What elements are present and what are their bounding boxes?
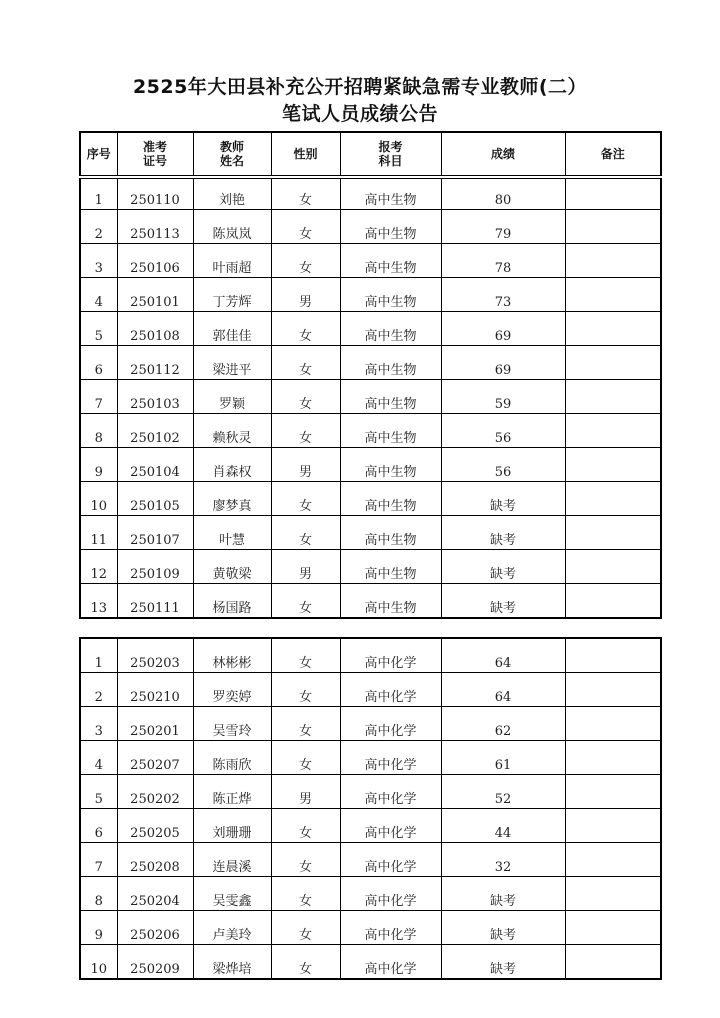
- biology-rows: [80, 177, 661, 618]
- cell-seq: 10: [80, 482, 117, 516]
- header-exam-id: [117, 132, 193, 177]
- cell-exam-id: 250205: [117, 809, 193, 843]
- cell-subject: 高中化学: [340, 741, 441, 775]
- cell-subject: 高中生物: [340, 448, 441, 482]
- table-row: [80, 414, 661, 448]
- header-teacher-name: [193, 132, 271, 177]
- header-gender: 性别: [271, 132, 340, 177]
- cell-score: 缺考: [441, 550, 565, 584]
- cell-exam-id: 250208: [117, 843, 193, 877]
- cell-exam-id: 250107: [117, 516, 193, 550]
- cell-seq: 6: [80, 346, 117, 380]
- cell-gender: 女: [271, 673, 340, 707]
- cell-teacher-name: 黄敬梁: [193, 550, 271, 584]
- table-row: [80, 482, 661, 516]
- cell-exam-id: 250207: [117, 741, 193, 775]
- cell-score: 56: [441, 448, 565, 482]
- cell-gender: 男: [271, 550, 340, 584]
- cell-subject: 高中生物: [340, 312, 441, 346]
- cell-score: 80: [441, 177, 565, 210]
- header-subject-line1: 报考: [378, 140, 403, 154]
- cell-teacher-name: 梁进平: [193, 346, 271, 380]
- cell-seq: 7: [80, 380, 117, 414]
- cell-score: 缺考: [441, 482, 565, 516]
- cell-remark: [565, 945, 661, 980]
- table-row: [80, 911, 661, 945]
- cell-score: 32: [441, 843, 565, 877]
- cell-score: 52: [441, 775, 565, 809]
- cell-subject: 高中化学: [340, 911, 441, 945]
- cell-score: 69: [441, 346, 565, 380]
- header-name-line1: 教师: [219, 140, 244, 154]
- cell-remark: [565, 414, 661, 448]
- table-row: [80, 210, 661, 244]
- table-row: [80, 177, 661, 210]
- cell-subject: 高中生物: [340, 210, 441, 244]
- cell-remark: [565, 380, 661, 414]
- cell-score: 64: [441, 673, 565, 707]
- cell-subject: 高中化学: [340, 843, 441, 877]
- cell-remark: [565, 741, 661, 775]
- cell-subject: 高中生物: [340, 177, 441, 210]
- page-subtitle: 笔试人员成绩公告: [281, 103, 438, 125]
- cell-teacher-name: 郭佳佳: [193, 312, 271, 346]
- table-row: [80, 809, 661, 843]
- cell-subject: 高中生物: [340, 550, 441, 584]
- cell-gender: 男: [271, 775, 340, 809]
- cell-gender: 女: [271, 843, 340, 877]
- cell-exam-id: 250209: [117, 945, 193, 980]
- table-row: [80, 707, 661, 741]
- table-row: [80, 775, 661, 809]
- cell-seq: 5: [80, 312, 117, 346]
- table-row: [80, 244, 661, 278]
- cell-subject: 高中生物: [340, 278, 441, 312]
- cell-gender: 女: [271, 516, 340, 550]
- header-subject: [340, 132, 441, 177]
- cell-remark: [565, 843, 661, 877]
- table-row: [80, 741, 661, 775]
- cell-subject: 高中化学: [340, 673, 441, 707]
- cell-score: 缺考: [441, 911, 565, 945]
- cell-gender: 女: [271, 707, 340, 741]
- cell-remark: [565, 638, 661, 673]
- cell-remark: [565, 210, 661, 244]
- cell-score: 78: [441, 244, 565, 278]
- cell-remark: [565, 177, 661, 210]
- cell-seq: 3: [80, 707, 117, 741]
- cell-gender: 女: [271, 346, 340, 380]
- cell-seq: 8: [80, 877, 117, 911]
- cell-teacher-name: 叶雨超: [193, 244, 271, 278]
- cell-remark: [565, 346, 661, 380]
- cell-exam-id: 250206: [117, 911, 193, 945]
- cell-teacher-name: 卢美玲: [193, 911, 271, 945]
- cell-teacher-name: 林彬彬: [193, 638, 271, 673]
- cell-gender: 男: [271, 448, 340, 482]
- header-seq: 序号: [80, 132, 117, 177]
- cell-remark: [565, 550, 661, 584]
- cell-exam-id: 250110: [117, 177, 193, 210]
- cell-teacher-name: 陈岚岚: [193, 210, 271, 244]
- cell-remark: [565, 278, 661, 312]
- cell-score: 69: [441, 312, 565, 346]
- cell-exam-id: 250111: [117, 584, 193, 619]
- cell-score: 缺考: [441, 516, 565, 550]
- cell-gender: 男: [271, 278, 340, 312]
- cell-teacher-name: 罗奕婷: [193, 673, 271, 707]
- cell-gender: 女: [271, 210, 340, 244]
- cell-exam-id: 250210: [117, 673, 193, 707]
- cell-subject: 高中化学: [340, 775, 441, 809]
- table-row: [80, 673, 661, 707]
- cell-teacher-name: 肖森权: [193, 448, 271, 482]
- cell-score: 64: [441, 638, 565, 673]
- cell-teacher-name: 吴雯鑫: [193, 877, 271, 911]
- cell-seq: 9: [80, 911, 117, 945]
- header-subject-line2: 科目: [378, 154, 403, 168]
- cell-gender: 女: [271, 911, 340, 945]
- cell-score: 73: [441, 278, 565, 312]
- cell-seq: 6: [80, 809, 117, 843]
- cell-exam-id: 250101: [117, 278, 193, 312]
- cell-gender: 女: [271, 482, 340, 516]
- cell-seq: 1: [80, 638, 117, 673]
- cell-exam-id: 250105: [117, 482, 193, 516]
- cell-gender: 女: [271, 414, 340, 448]
- cell-score: 61: [441, 741, 565, 775]
- cell-teacher-name: 赖秋灵: [193, 414, 271, 448]
- cell-gender: 女: [271, 877, 340, 911]
- cell-gender: 女: [271, 584, 340, 619]
- cell-remark: [565, 707, 661, 741]
- cell-subject: 高中生物: [340, 380, 441, 414]
- cell-teacher-name: 罗颖: [193, 380, 271, 414]
- table-row: [80, 877, 661, 911]
- cell-teacher-name: 吴雪玲: [193, 707, 271, 741]
- table-row: [80, 448, 661, 482]
- cell-score: 44: [441, 809, 565, 843]
- cell-gender: 女: [271, 380, 340, 414]
- cell-exam-id: 250202: [117, 775, 193, 809]
- table-row: [80, 312, 661, 346]
- cell-remark: [565, 775, 661, 809]
- cell-exam-id: 250113: [117, 210, 193, 244]
- cell-score: 缺考: [441, 945, 565, 980]
- cell-exam-id: 250104: [117, 448, 193, 482]
- cell-remark: [565, 673, 661, 707]
- cell-gender: 女: [271, 809, 340, 843]
- cell-score: 59: [441, 380, 565, 414]
- cell-gender: 女: [271, 312, 340, 346]
- table-row: [80, 278, 661, 312]
- cell-exam-id: 250109: [117, 550, 193, 584]
- cell-subject: 高中化学: [340, 638, 441, 673]
- cell-exam-id: 250112: [117, 346, 193, 380]
- cell-exam-id: 250108: [117, 312, 193, 346]
- cell-exam-id: 250203: [117, 638, 193, 673]
- cell-teacher-name: 叶慧: [193, 516, 271, 550]
- cell-gender: 女: [271, 244, 340, 278]
- cell-teacher-name: 陈雨欣: [193, 741, 271, 775]
- cell-subject: 高中化学: [340, 877, 441, 911]
- header-name-line2: 姓名: [219, 154, 244, 168]
- table-row: [80, 516, 661, 550]
- cell-subject: 高中生物: [340, 414, 441, 448]
- cell-teacher-name: 陈正烨: [193, 775, 271, 809]
- cell-subject: 高中生物: [340, 516, 441, 550]
- cell-subject: 高中化学: [340, 809, 441, 843]
- cell-exam-id: 250102: [117, 414, 193, 448]
- table-row: [80, 550, 661, 584]
- cell-exam-id: 250103: [117, 380, 193, 414]
- cell-seq: 4: [80, 278, 117, 312]
- cell-teacher-name: 连晨溪: [193, 843, 271, 877]
- cell-seq: 3: [80, 244, 117, 278]
- cell-remark: [565, 809, 661, 843]
- table-row: [80, 638, 661, 673]
- table-row: [80, 584, 661, 619]
- cell-seq: 9: [80, 448, 117, 482]
- cell-remark: [565, 584, 661, 619]
- cell-gender: 女: [271, 945, 340, 980]
- cell-seq: 5: [80, 775, 117, 809]
- cell-seq: 12: [80, 550, 117, 584]
- cell-gender: 女: [271, 177, 340, 210]
- cell-remark: [565, 877, 661, 911]
- cell-score: 79: [441, 210, 565, 244]
- cell-teacher-name: 杨国路: [193, 584, 271, 619]
- table-header-row: [80, 132, 661, 177]
- cell-remark: [565, 244, 661, 278]
- cell-remark: [565, 482, 661, 516]
- cell-exam-id: 250204: [117, 877, 193, 911]
- cell-subject: 高中化学: [340, 945, 441, 980]
- cell-subject: 高中化学: [340, 707, 441, 741]
- table-row: [80, 843, 661, 877]
- cell-seq: 4: [80, 741, 117, 775]
- chemistry-score-table: [79, 637, 662, 980]
- cell-subject: 高中生物: [340, 346, 441, 380]
- cell-teacher-name: 丁芳辉: [193, 278, 271, 312]
- cell-teacher-name: 梁烨培: [193, 945, 271, 980]
- header-score: 成绩: [441, 132, 565, 177]
- cell-seq: 7: [80, 843, 117, 877]
- cell-exam-id: 250201: [117, 707, 193, 741]
- table-row: [80, 346, 661, 380]
- cell-remark: [565, 911, 661, 945]
- cell-score: 缺考: [441, 877, 565, 911]
- cell-remark: [565, 516, 661, 550]
- table-row: [80, 945, 661, 980]
- cell-exam-id: 250106: [117, 244, 193, 278]
- cell-subject: 高中生物: [340, 244, 441, 278]
- cell-remark: [565, 312, 661, 346]
- cell-seq: 8: [80, 414, 117, 448]
- cell-seq: 2: [80, 673, 117, 707]
- biology-score-table: [79, 131, 662, 619]
- cell-gender: 女: [271, 741, 340, 775]
- cell-subject: 高中生物: [340, 584, 441, 619]
- page-title: 2525年大田县补充公开招聘紧缺急需专业教师(二）: [132, 76, 588, 98]
- cell-subject: 高中生物: [340, 482, 441, 516]
- header-remark: 备注: [565, 132, 661, 177]
- cell-seq: 1: [80, 177, 117, 210]
- cell-seq: 11: [80, 516, 117, 550]
- cell-score: 56: [441, 414, 565, 448]
- cell-seq: 2: [80, 210, 117, 244]
- cell-teacher-name: 刘艳: [193, 177, 271, 210]
- cell-gender: 女: [271, 638, 340, 673]
- cell-teacher-name: 廖梦真: [193, 482, 271, 516]
- chemistry-rows: [80, 638, 661, 979]
- header-exam-id-line2: 证号: [142, 154, 167, 168]
- table-row: [80, 380, 661, 414]
- header-exam-id-line1: 准考: [142, 140, 167, 154]
- cell-score: 缺考: [441, 584, 565, 619]
- cell-score: 62: [441, 707, 565, 741]
- cell-seq: 13: [80, 584, 117, 619]
- cell-remark: [565, 448, 661, 482]
- cell-teacher-name: 刘珊珊: [193, 809, 271, 843]
- cell-seq: 10: [80, 945, 117, 980]
